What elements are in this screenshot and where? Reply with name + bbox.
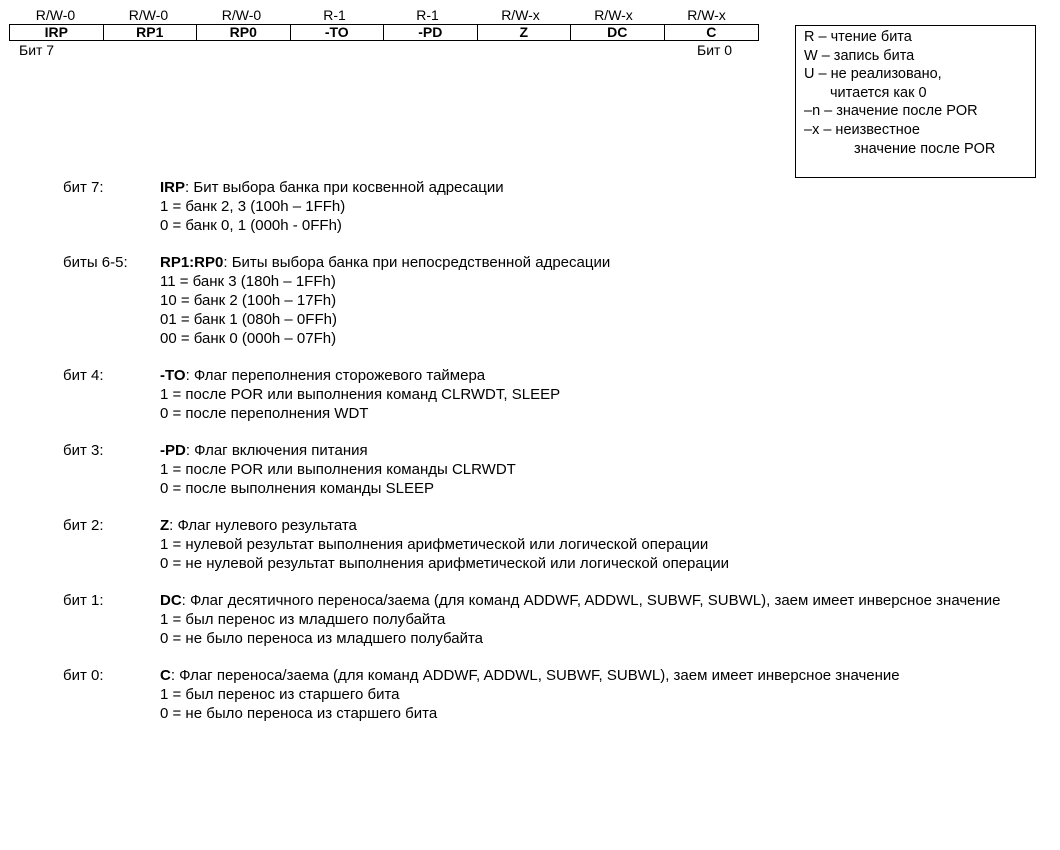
entry-label: бит 1: [63, 592, 104, 609]
legend-line: читается как 0 [830, 84, 927, 101]
entry-name: DC [160, 592, 182, 609]
legend-line: W – запись бита [804, 47, 915, 64]
entry-title: -PD: Флаг включения питания [160, 442, 368, 459]
access-bit6: R/W-0 [128, 7, 169, 23]
bit-cell-dc: DC [571, 25, 665, 40]
access-bit2: R/W-x [501, 7, 540, 23]
access-row [9, 6, 769, 24]
entry-line: 1 = был перенос из младшего полубайта [160, 611, 446, 628]
entry-name: RP1:RP0 [160, 254, 224, 271]
access-bit7: R/W-0 [35, 7, 76, 23]
legend-line: U – не реализовано, [804, 66, 942, 83]
entry-title: IRP: Бит выбора банка при косвенной адресации [160, 179, 504, 196]
legend-box [795, 25, 1036, 178]
entry-label: бит 0: [63, 667, 104, 684]
bit-cell-to: -TO [291, 25, 385, 40]
bit-descriptions [63, 178, 1025, 741]
entry-title: RP1:RP0: Биты выбора банка при непосредственной адресации [160, 254, 611, 271]
entry-bit7 [63, 178, 1025, 235]
entry-line: 00 = банк 0 (000h – 07Fh) [160, 330, 337, 347]
entry-bit3 [63, 441, 1025, 498]
entry-label: биты 6-5: [63, 254, 128, 271]
entry-line: 10 = банк 2 (100h – 17Fh) [160, 292, 337, 309]
legend-line: –x – неизвестное [804, 121, 920, 138]
entry-label: бит 3: [63, 442, 104, 459]
access-bit0: R/W-x [687, 7, 726, 23]
entry-line: 01 = банк 1 (080h – 0FFh) [160, 311, 337, 328]
entry-name: IRP [160, 179, 186, 196]
entry-line: 1 = после POR или выполнения команд CLRWDT, SLEEP [160, 386, 561, 403]
entry-line: 0 = не было переноса из старшего бита [160, 705, 438, 722]
bit-cell-z: Z [478, 25, 572, 40]
entry-line: 0 = после переполнения WDT [160, 405, 369, 422]
entry-line: 1 = банк 2, 3 (100h – 1FFh) [160, 198, 346, 215]
bit-high-label: Бит 7 [19, 42, 55, 58]
entry-line: 0 = не было переноса из младшего полубайта [160, 630, 483, 647]
entry-title: Z: Флаг нулевого результата [160, 517, 357, 534]
bit-index-row [9, 41, 759, 59]
bit-cell-rp1: RP1 [104, 25, 198, 40]
entry-name: -PD [160, 442, 186, 459]
legend-line: R – чтение бита [804, 29, 912, 45]
entry-name: C [160, 667, 171, 684]
entry-name: -TO [160, 367, 186, 384]
legend-line: –n – значение после POR [804, 103, 978, 120]
entry-line: 1 = был перенос из старшего бита [160, 686, 400, 703]
entry-bit0 [63, 666, 1025, 723]
entry-title: C: Флаг переноса/заема (для команд ADDWF, ADDWL, SUBWF, SUBWL), заем имеет инверсное значение [160, 667, 900, 684]
bit-cell-irp: IRP [10, 25, 104, 40]
entry-line: 0 = банк 0, 1 (000h - 0FFh) [160, 217, 342, 234]
entry-label: бит 4: [63, 367, 104, 384]
entry-line: 11 = банк 3 (180h – 1FFh) [160, 273, 336, 290]
entry-title: -TO: Флаг переполнения сторожевого таймера [160, 367, 486, 384]
entry-name: Z [160, 517, 170, 534]
entry-bit4 [63, 366, 1025, 423]
entry-label: бит 2: [63, 517, 104, 534]
entry-bit1 [63, 591, 1025, 648]
entry-title: DC: Флаг десятичного переноса/заема (для команд ADDWF, ADDWL, SUBWF, SUBWL), заем имеет инверсное значение [160, 592, 1001, 609]
access-bit4: R-1 [323, 7, 346, 23]
legend-line: значение после POR [854, 140, 996, 157]
access-bit1: R/W-x [594, 7, 633, 23]
entry-line: 1 = после POR или выполнения команды CLRWDT [160, 461, 516, 478]
entry-bits65 [63, 253, 1025, 348]
bit-row [9, 24, 759, 41]
access-bit3: R-1 [416, 7, 439, 23]
entry-label: бит 7: [63, 179, 104, 196]
status-register [9, 6, 769, 59]
entry-line: 1 = нулевой результат выполнения арифметической или логической операции [160, 536, 709, 553]
bit-cell-rp0: RP0 [197, 25, 291, 40]
entry-bit2 [63, 516, 1025, 573]
bit-low-label: Бит 0 [697, 42, 733, 58]
bit-cell-pd: -PD [384, 25, 478, 40]
bit-cell-c: C [706, 24, 717, 40]
entry-line: 0 = не нулевой результат выполнения арифметической или логической операции [160, 555, 730, 572]
access-bit5: R/W-0 [221, 7, 262, 23]
entry-line: 0 = после выполнения команды SLEEP [160, 480, 434, 497]
